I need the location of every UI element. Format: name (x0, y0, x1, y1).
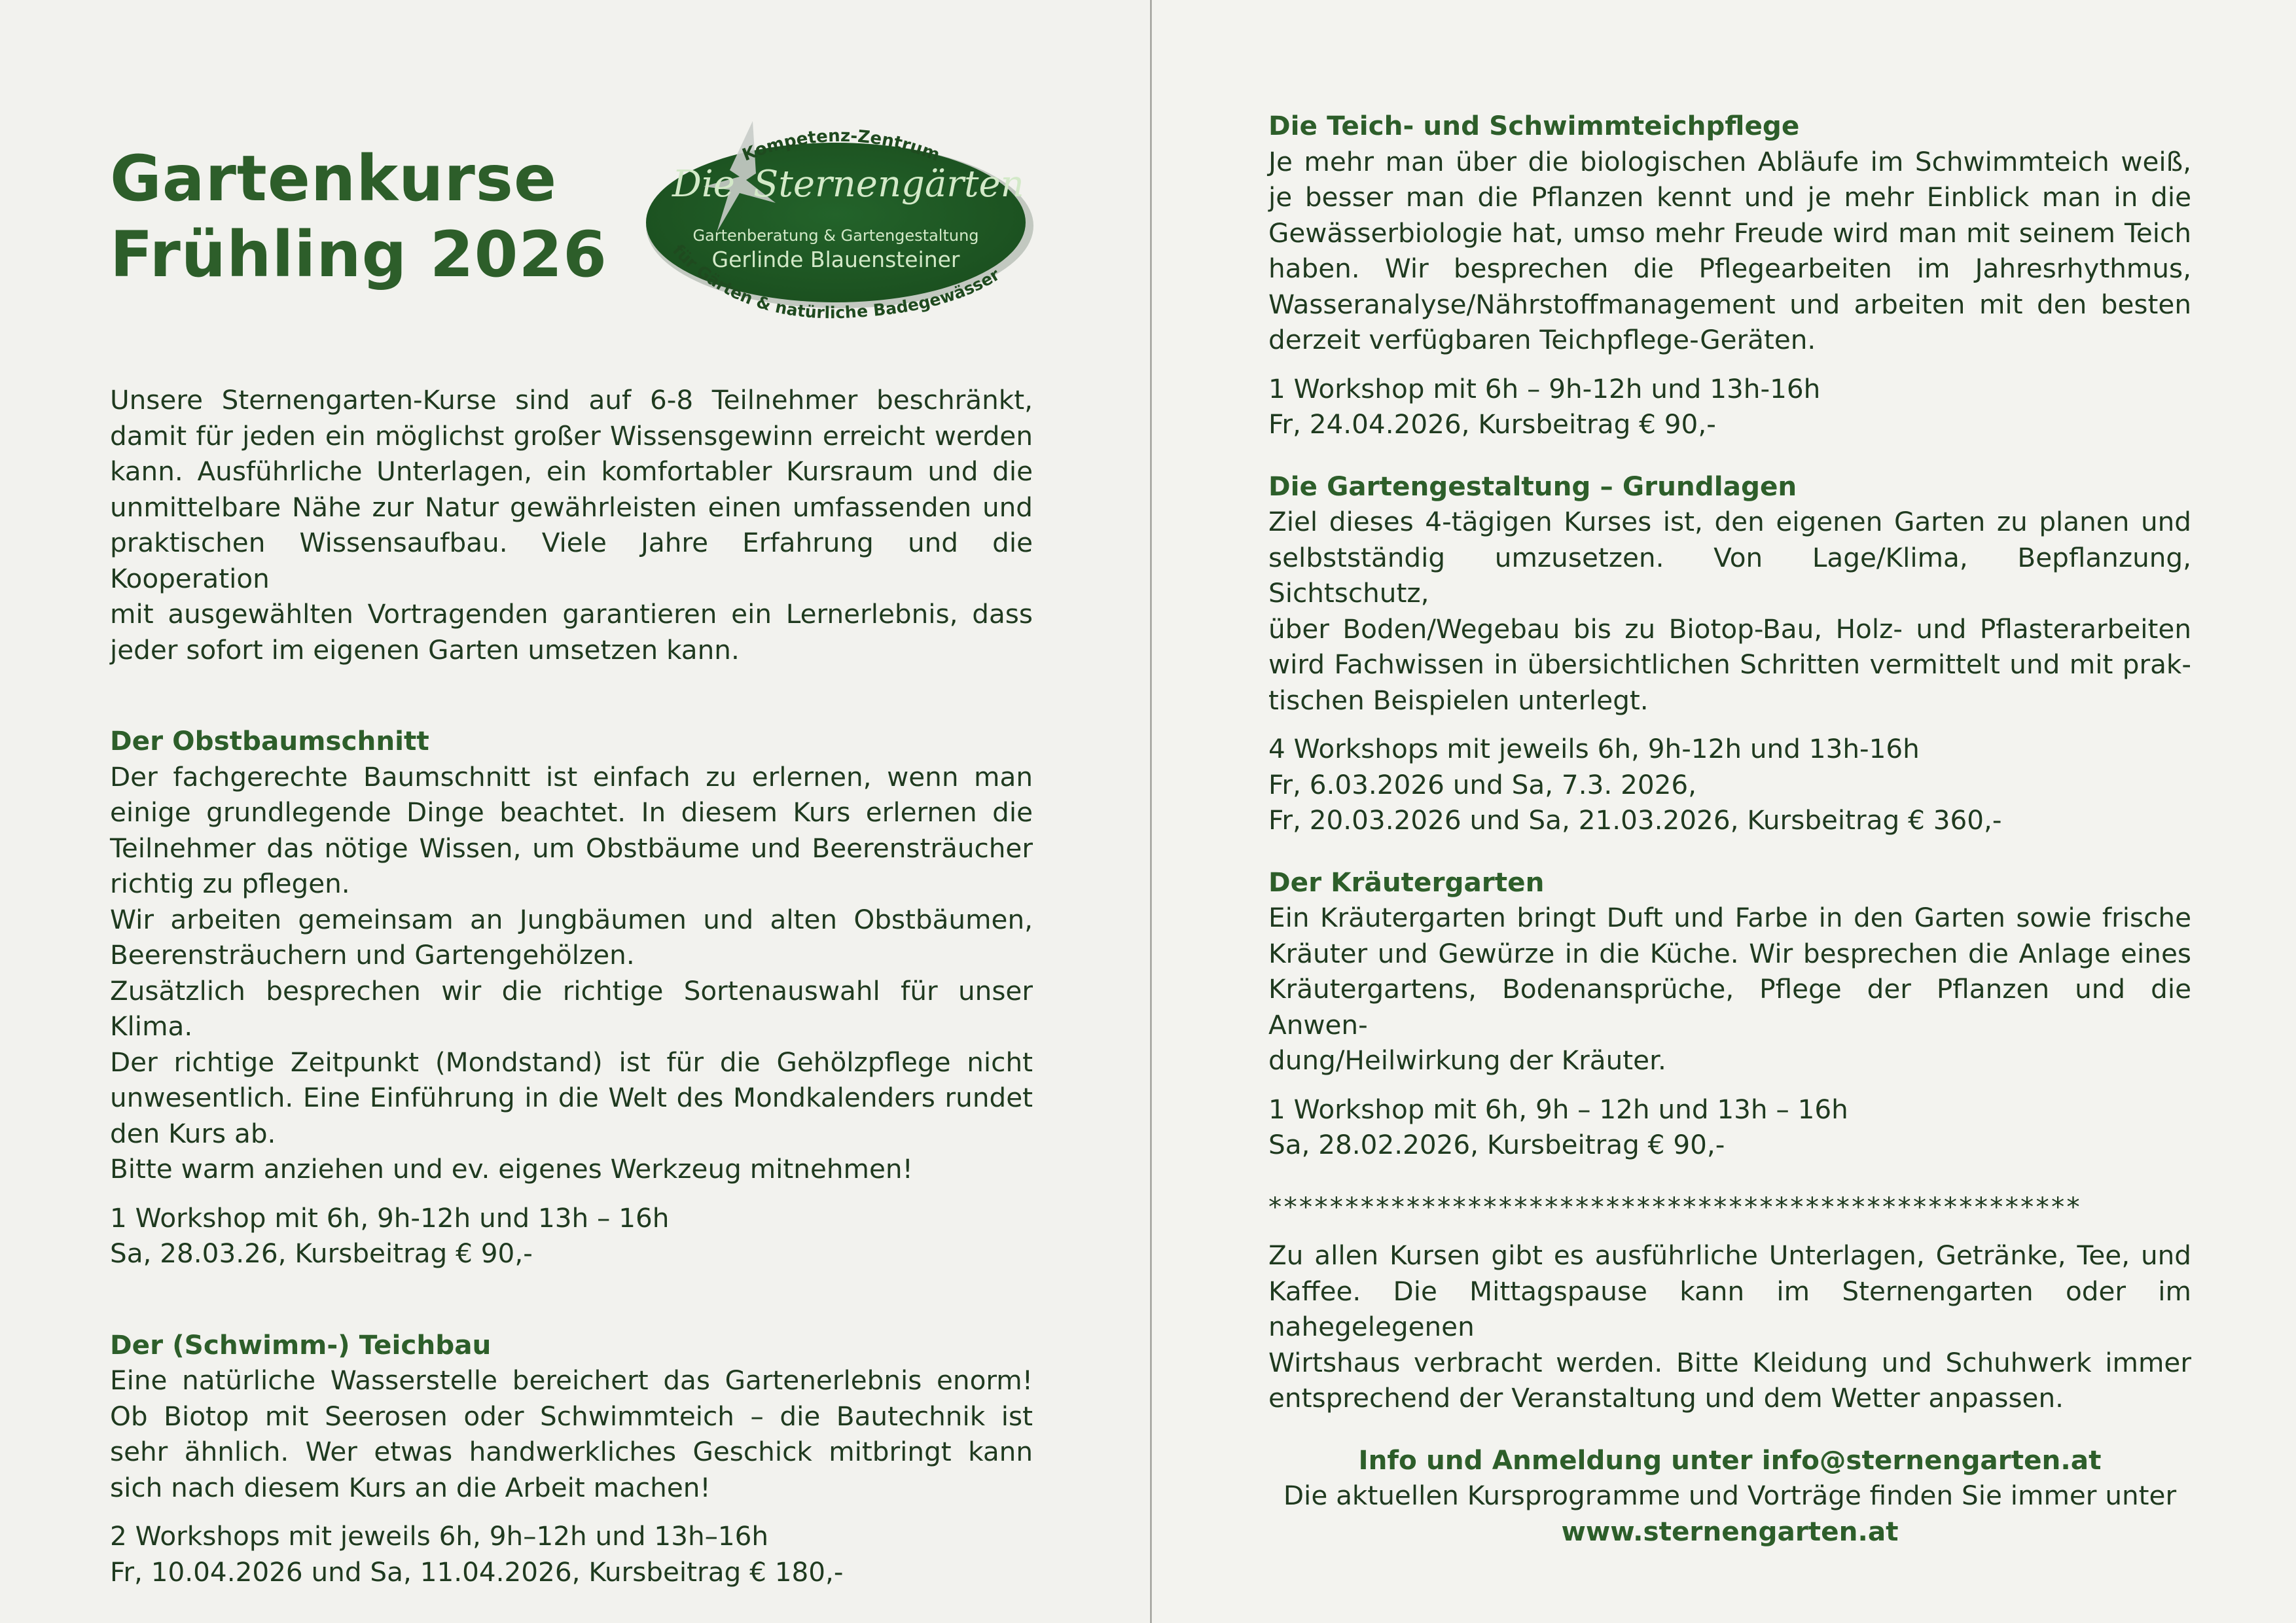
programs-note: Die aktuellen Kursprogramme und Vorträge finden Sie immer unter (1283, 1480, 2177, 1511)
course-description (110, 759, 1033, 1187)
description-line: Ziel dieses 4-tägigen Kurses ist, den eigenen Garten zu planen und (1268, 506, 2191, 537)
intro-line: mit ausgewählten Vortragenden garantieren ein Lernerlebnis, dass (110, 598, 1033, 630)
description-line: haben. Wir besprechen die Pflegearbeiten im Jahresrhythmus, (1268, 253, 2191, 284)
course-description (1268, 900, 2191, 1079)
logo-brand: Die Sternengärten (672, 163, 1024, 205)
description-line: einige grundlegende Dinge beachtet. In diesem Kurs erlernen die (110, 796, 1033, 828)
description-line: Eine natürliche Wasserstelle bereichert das Gartenerlebnis enorm! (110, 1364, 1033, 1396)
description-line: Der richtige Zeitpunkt (Mondstand) ist für die Gehölzpflege nicht (110, 1046, 1033, 1078)
description-line: dung/Heilwirkung der Kräuter. (1268, 1044, 1666, 1076)
description-line: Ob Biotop mit Seerosen oder Schwimmteich – die Bautechnik ist (110, 1400, 1033, 1432)
intro-line: Unsere Sternengarten-Kurse sind auf 6-8 Teilnehmer beschränkt, (110, 384, 1033, 416)
description-line: Kräuter und Gewürze in die Küche. Wir besprechen die Anlage eines (1268, 937, 2191, 969)
course-heading: Der Obstbaumschnitt (110, 725, 429, 757)
description-line: wird Fachwissen in übersichtlichen Schritten vermittelt und mit prak- (1268, 649, 2191, 680)
intro-line: kann. Ausführliche Unterlagen, ein komfortabler Kursraum und die (110, 455, 1033, 487)
course-dates-line: Fr, 6.03.2026 und Sa, 7.3. 2026, (1268, 768, 1697, 800)
course-obstbaumschnitt (110, 723, 1033, 1272)
course-heading: Der (Schwimm-) Teichbau (110, 1329, 492, 1361)
description-line: Der fachgerechte Baumschnitt ist einfach zu erlernen, wenn man (110, 760, 1033, 793)
description-line: Ein Kräutergarten bringt Duft und Farbe in den Garten sowie frische (1268, 902, 2191, 933)
contact-block (1268, 1442, 2191, 1550)
description-line: tischen Beispielen unterlegt. (1268, 684, 1649, 716)
description-line: richtig zu pflegen. (110, 868, 350, 899)
description-line: sehr ähnlich. Wer etwas handwerkliches Geschick mitbringt kann (110, 1436, 1033, 1467)
course-heading: Die Gartengestaltung – Grundlagen (1268, 470, 1797, 502)
description-line: über Boden/Wegebau bis zu Biotop-Bau, Holz- und Pflasterarbeiten (1268, 613, 2191, 645)
course-schedule: 4 Workshops mit jeweils 6h, 9h-12h und 13h-16h (1268, 733, 1920, 764)
course-dates-price: Sa, 28.03.26, Kursbeitrag € 90,- (110, 1238, 533, 1269)
registration-email-link[interactable]: Info und Anmeldung unter info@sternengarten.at (1358, 1444, 2102, 1476)
description-line: Teilnehmer das nötige Wissen, um Obstbäume und Beerensträucher (110, 832, 1033, 864)
course-schedule: 1 Workshop mit 6h, 9h-12h und 13h – 16h (110, 1202, 670, 1234)
course-kraeutergarten (1268, 865, 2191, 1163)
course-heading: Der Kräutergarten (1268, 866, 1545, 898)
asterisk-separator: ***************************************************** (1268, 1190, 2082, 1222)
intro-paragraph (110, 382, 1033, 668)
course-dates-price: Fr, 24.04.2026, Kursbeitrag € 90,- (1268, 408, 1716, 440)
course-dates-price: Sa, 28.02.2026, Kursbeitrag € 90,- (1268, 1129, 1725, 1160)
course-description (1268, 144, 2191, 358)
description-line: den Kurs ab. (110, 1117, 276, 1149)
logo-arc-top: Kompetenz-Zentrum (740, 126, 942, 166)
intro-line: unmittelbare Nähe zur Natur gewährleisten einen umfassenden und (110, 491, 1033, 523)
course-schedule: 2 Workshops mit jeweils 6h, 9h–12h und 13h–16h (110, 1520, 769, 1552)
info-line: Kaffee. Die Mittagspause kann im Sternengarten oder im nahegelegenen (1268, 1275, 2191, 1342)
title-line-1: Gartenkurse (110, 142, 558, 215)
description-line: Wir arbeiten gemeinsam an Jungbäumen und alten Obstbäumen, (110, 903, 1033, 935)
course-dates-price: Fr, 20.03.2026 und Sa, 21.03.2026, Kursbeitrag € 360,- (1268, 804, 2002, 836)
description-line: je besser man die Pflanzen kennt und je mehr Einblick man in die (1268, 181, 2191, 213)
info-line: Zu allen Kursen gibt es ausführliche Unterlagen, Getränke, Tee, und (1268, 1240, 2191, 1271)
description-line: Beerensträuchern und Gartengehölzen. (110, 939, 635, 971)
fold-line-divider (1150, 0, 1152, 1623)
course-heading: Die Teich- und Schwimmteichpflege (1268, 110, 1800, 141)
description-line: Kräutergartens, Bodenansprüche, Pflege der Pflanzen und die Anwen- (1268, 973, 2191, 1041)
logo-tagline: Gartenberatung & Gartengestaltung (692, 226, 979, 245)
description-line: Zusätzlich besprechen wir die richtige Sortenauswahl für unser Klima. (110, 974, 1033, 1042)
description-line: Je mehr man über die biologischen Abläufe im Schwimmteich weiß, (1268, 145, 2191, 177)
website-link[interactable]: www.sternengarten.at (1561, 1515, 1899, 1547)
description-line: Bitte warm anziehen und ev. eigenes Werkzeug mitnehmen! (110, 1153, 913, 1185)
info-line: entsprechend der Veranstaltung und dem Wetter anpassen. (1268, 1382, 2064, 1414)
page-title (110, 141, 607, 293)
right-column (1268, 108, 2191, 1549)
description-line: sich nach diesem Kurs an die Arbeit machen! (110, 1471, 711, 1503)
description-line: Wasseranalyse/Nährstoffmanagement und arbeiten mit den besten (1268, 288, 2191, 320)
course-description (110, 1363, 1033, 1505)
course-schedule: 1 Workshop mit 6h – 9h-12h und 13h-16h (1268, 372, 1821, 404)
course-teichpflege (1268, 108, 2191, 442)
intro-line: jeder sofort im eigenen Garten umsetzen kann. (110, 633, 740, 666)
course-schwimmteichbau (110, 1327, 1033, 1590)
course-gartengestaltung (1268, 469, 2191, 838)
intro-line: damit für jeden ein möglichst großer Wissensgewinn erreicht werden (110, 419, 1033, 452)
left-column (110, 382, 1033, 1590)
general-info-paragraph (1268, 1238, 2191, 1416)
intro-line: praktischen Wissensaufbau. Viele Jahre Erfahrung und die Kooperation (110, 527, 1033, 594)
title-line-2: Frühling 2026 (110, 218, 607, 291)
description-line: Gewässerbiologie hat, umso mehr Freude wird man mit seinem Teich (1268, 217, 2191, 249)
course-dates-price: Fr, 10.04.2026 und Sa, 11.04.2026, Kursbeitrag € 180,- (110, 1556, 844, 1588)
sternengaerten-logo (638, 92, 1044, 334)
logo-arc-bottom: für Gärten & natürliche Badegewässer (669, 240, 1003, 323)
description-line: derzeit verfügbaren Teichpflege-Geräten. (1268, 324, 1816, 355)
description-line: unwesentlich. Eine Einführung in die Welt des Mondkalenders rundet (110, 1082, 1033, 1113)
info-line: Wirtshaus verbracht werden. Bitte Kleidung und Schuhwerk immer (1268, 1346, 2191, 1378)
description-line: selbstständig umzusetzen. Von Lage/Klima, Bepflanzung, Sichtschutz, (1268, 541, 2191, 609)
course-schedule: 1 Workshop mit 6h, 9h – 12h und 13h – 16h (1268, 1093, 1848, 1125)
logo-owner: Gerlinde Blauensteiner (711, 247, 960, 272)
course-description (1268, 504, 2191, 718)
